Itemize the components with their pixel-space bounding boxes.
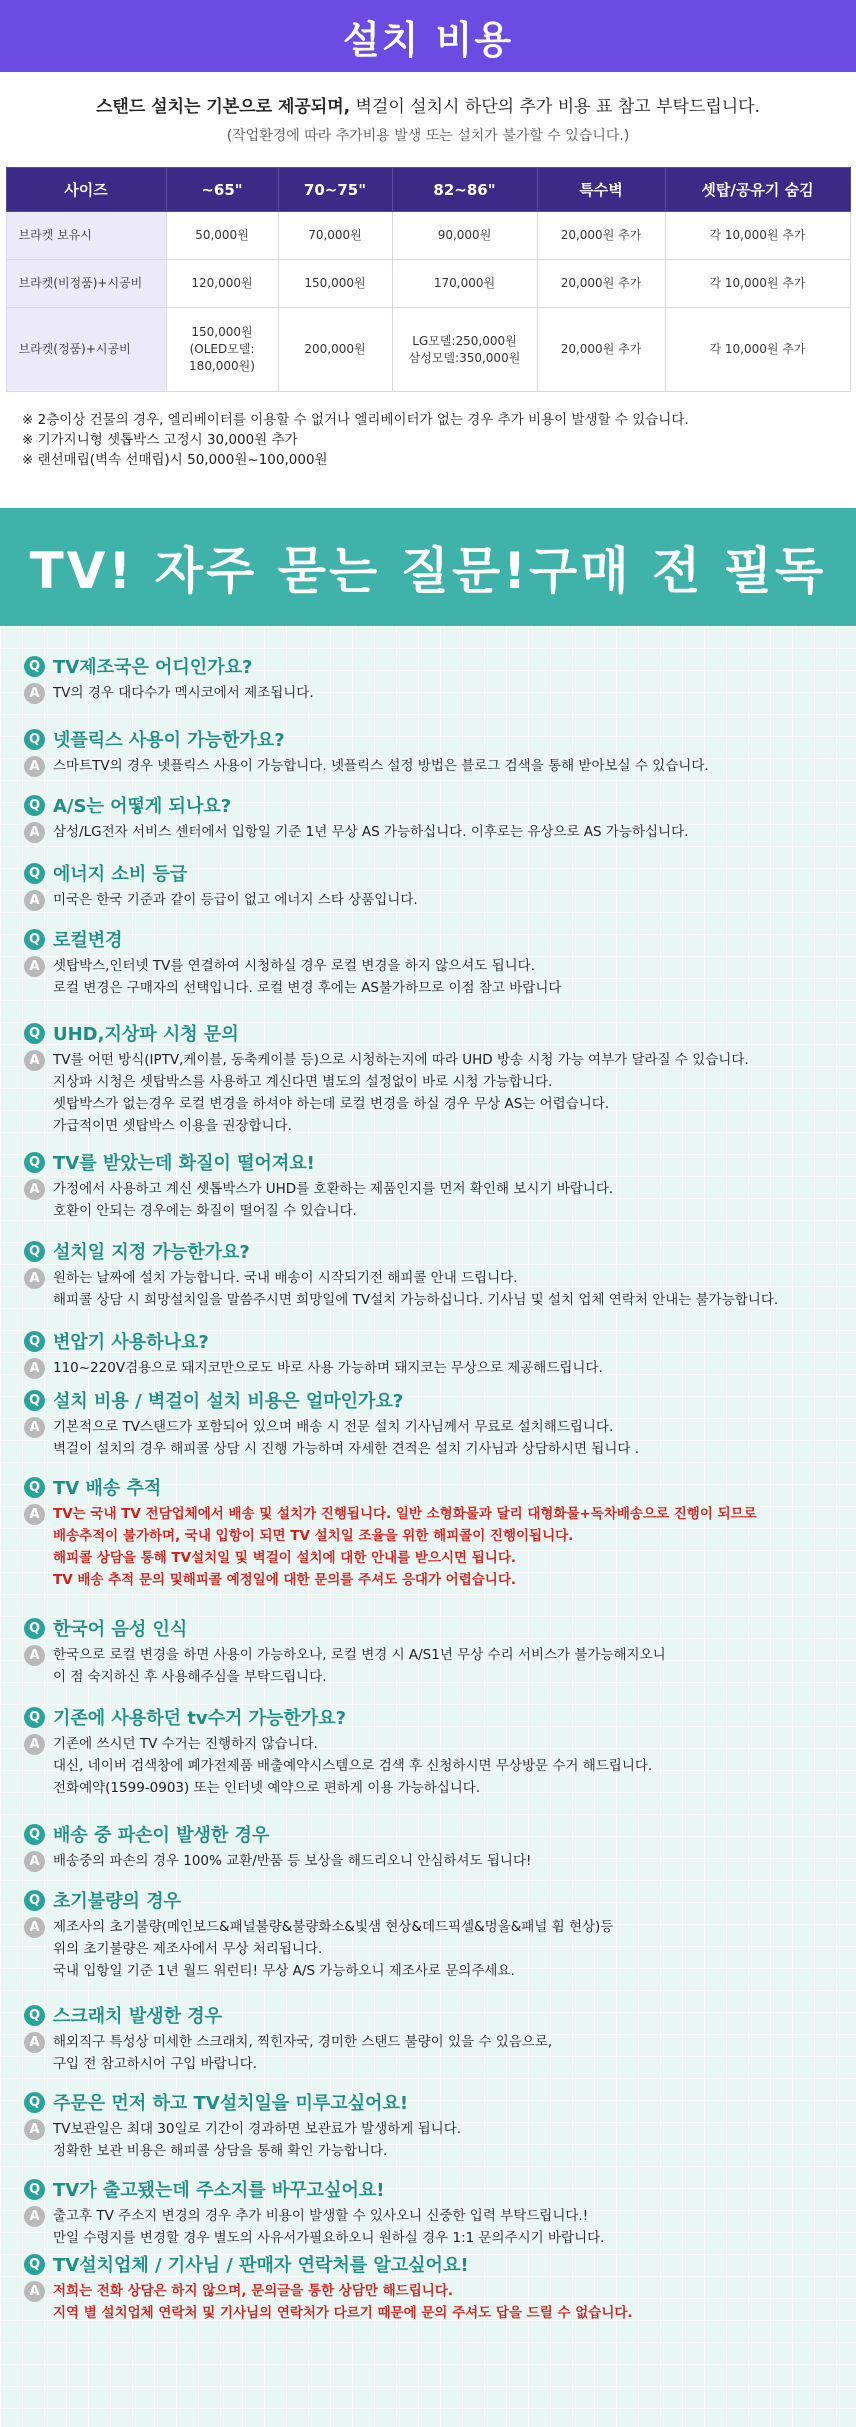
faq-answer-line: 해외직구 특성상 미세한 스크래치, 찍힌자국, 경미한 스탠드 불량이 있을 수 있음으로,: [53, 2034, 553, 2050]
faq-question: 한국어 음성 인식: [53, 1619, 188, 1640]
faq-answer-line: TV 배송 추적 문의 및해피콜 예정일에 대한 문의를 주셔도 응대가 어렵습니다.: [53, 1572, 517, 1588]
table-row-label: 브라켓(정품)+시공비: [6, 308, 166, 392]
faq-item: [24, 1887, 844, 1982]
faq-item: [24, 2176, 844, 2249]
faq-question: 설치 비용 / 벽걸이 설치 비용은 얼마인가요?: [53, 1391, 404, 1412]
faq-answer-line: 대신, 네이버 검색창에 폐가전제품 배출예약시스템으로 검색 후 신청하시면 무상방문 수거 해드립니다.: [53, 1758, 653, 1774]
faq-question-row: [24, 1149, 844, 1175]
faq-answer-line: 이 점 숙지하신 후 사용해주심을 부탁드립니다.: [53, 1669, 327, 1685]
table-header-cell: 특수벽: [537, 168, 665, 212]
question-mark-icon: Q: [24, 1152, 45, 1173]
faq-answer-line: TV는 국내 TV 전담업체에서 배송 및 설치가 진행됩니다. 일반 소형화물과 달리 대형화물+독차배송으로 진행이 되므로: [53, 1506, 757, 1522]
faq-question: 로컬변경: [53, 930, 123, 951]
faq-question-row: [24, 1615, 844, 1641]
faq-answer-line: 제조사의 초기불량(메인보드&패널불량&불량화소&빛샘 현상&데드픽셀&멍울&패널 휨 현상)등: [53, 1919, 614, 1935]
faq-answer-line: 미국은 한국 기준과 같이 등급이 없고 에너지 스타 상품입니다.: [53, 892, 418, 908]
faq-answer-line: TV의 경우 대다수가 멕시코에서 제조됩니다.: [53, 685, 314, 701]
table-cell: 70,000원: [278, 212, 392, 260]
faq-question: 기존에 사용하던 tv수거 가능한가요?: [53, 1708, 347, 1729]
faq-question-row: [24, 1821, 844, 1847]
table-cell: 150,000원: [278, 260, 392, 308]
faq-answer-line: 배송추적이 불가하며, 국내 입항이 되면 TV 설치일 조율을 위한 해피콜이 진행이됩니다.: [53, 1528, 574, 1544]
question-mark-icon: Q: [24, 1618, 45, 1639]
answer-mark-icon: A: [24, 822, 45, 843]
question-mark-icon: Q: [24, 1477, 45, 1498]
table-row: [6, 260, 850, 308]
faq-item: [24, 2002, 844, 2075]
faq-answer-line: 스마트TV의 경우 넷플릭스 사용이 가능합니다. 넷플릭스 설정 방법은 블로그 검색을 통해 받아보실 수 있습니다.: [53, 758, 709, 774]
faq-question: 에너지 소비 등급: [53, 864, 188, 885]
answer-mark-icon: A: [24, 1050, 45, 1071]
faq-answer-line: 110~220V겸용으로 돼지코만으로도 바로 사용 가능하며 돼지코는 무상으로 제공해드립니다.: [53, 1360, 603, 1376]
question-mark-icon: Q: [24, 863, 45, 884]
faq-answer: [53, 2118, 461, 2162]
faq-question-row: [24, 926, 844, 952]
question-mark-icon: Q: [24, 656, 45, 677]
faq-answer: [53, 2205, 604, 2249]
faq-item: [24, 2089, 844, 2162]
table-cell: 20,000원 추가: [537, 308, 665, 392]
table-header-cell: 사이즈: [6, 168, 166, 212]
table-header-cell: ~65": [166, 168, 278, 212]
table-cell: 각 10,000원 추가: [665, 308, 850, 392]
faq-banner: [0, 508, 856, 626]
faq-question: 초기불량의 경우: [53, 1891, 181, 1912]
faq-question: 배송 중 파손이 발생한 경우: [53, 1825, 270, 1846]
faq-item: [24, 653, 844, 704]
faq-item: [24, 726, 844, 777]
faq-item: [24, 926, 844, 999]
faq-answer: [53, 1503, 757, 1591]
table-cell: 50,000원: [166, 212, 278, 260]
faq-question-row: [24, 2176, 844, 2202]
faq-answer-row: [24, 889, 844, 911]
faq-question-row: [24, 2089, 844, 2115]
table-header-row: [6, 168, 850, 212]
faq-answer-line: 정확한 보관 비용은 해피콜 상담을 통해 확인 가능합니다.: [53, 2143, 388, 2159]
intro-line: [0, 92, 856, 117]
faq-answer-row: [24, 1178, 844, 1222]
faq-question: TV제조국은 어디인가요?: [53, 657, 253, 678]
question-mark-icon: Q: [24, 2092, 45, 2113]
faq-answer-row: [24, 1733, 844, 1799]
table-cell: 90,000원: [392, 212, 537, 260]
answer-mark-icon: A: [24, 1179, 45, 1200]
faq-answer: [53, 1644, 666, 1688]
table-cell: 150,000원 (OLED모델: 180,000원): [166, 308, 278, 392]
faq-question: 주문은 먼저 하고 TV설치일을 미루고싶어요!: [53, 2093, 409, 2114]
faq-question: A/S는 어떻게 되나요?: [53, 796, 232, 817]
faq-answer-line: 지상파 시청은 셋탑박스를 사용하고 계신다면 별도의 설정없이 바로 시청 가능합니다.: [53, 1074, 553, 1090]
answer-mark-icon: A: [24, 1268, 45, 1289]
faq-question-row: [24, 1238, 844, 1264]
faq-item: [24, 1238, 844, 1311]
note-line: ※ 기가지니형 셋톱박스 고정시 30,000원 추가: [22, 432, 298, 448]
install-cost-title: 설치 비용: [342, 17, 514, 62]
faq-answer: [53, 955, 561, 999]
faq-answer-line: 해피콜 상담을 통해 TV설치일 및 벽걸이 설치에 대한 안내를 받으시면 됩니다.: [53, 1550, 517, 1566]
faq-answer-line: 셋탑박스가 없는경우 로컬 변경을 하셔야 하는데 로컬 변경을 하실 경우 무상 AS는 어렵습니다.: [53, 1096, 610, 1112]
faq-answer-line: 기존에 쓰시던 TV 수거는 진행하지 않습니다.: [53, 1736, 318, 1752]
faq-question: TV 배송 추적: [53, 1478, 162, 1499]
answer-mark-icon: A: [24, 956, 45, 977]
faq-item: [24, 1821, 844, 1872]
table-row-label: 브라켓(비정품)+시공비: [6, 260, 166, 308]
answer-mark-icon: A: [24, 1417, 45, 1438]
table-row: [6, 212, 850, 260]
faq-answer-line: 로컬 변경은 구매자의 선택입니다. 로컬 변경 후에는 AS불가하므로 이점 참고 바랍니다: [53, 980, 562, 996]
table-cell: LG모델:250,000원 삼성모델:350,000원: [392, 308, 537, 392]
faq-answer-row: [24, 1850, 844, 1872]
table-cell: 200,000원: [278, 308, 392, 392]
table-header-cell: 82~86": [392, 168, 537, 212]
answer-mark-icon: A: [24, 1645, 45, 1666]
faq-answer-row: [24, 2205, 844, 2249]
install-cost-notes: [0, 392, 856, 470]
answer-mark-icon: A: [24, 1734, 45, 1755]
table-cell: 20,000원 추가: [537, 212, 665, 260]
faq-question-row: [24, 860, 844, 886]
faq-answer-line: 삼성/LG전자 서비스 센터에서 입항일 기준 1년 무상 AS 가능하십니다. 이후로는 유상으로 AS 가능하십니다.: [53, 824, 689, 840]
faq-question: 설치일 지정 가능한가요?: [53, 1242, 250, 1263]
faq-answer-line: 가정에서 사용하고 계신 셋톱박스가 UHD를 호환하는 제품인지를 먼저 확인해 보시기 바랍니다.: [53, 1181, 614, 1197]
faq-item: [24, 1615, 844, 1688]
faq-question-row: [24, 1387, 844, 1413]
table-cell: 170,000원: [392, 260, 537, 308]
answer-mark-icon: A: [24, 1504, 45, 1525]
faq-answer-row: [24, 1916, 844, 1982]
faq-answer-row: [24, 1049, 844, 1137]
faq-answer-line: 셋탑박스,인터넷 TV를 연결하여 시청하실 경우 로컬 변경을 하지 않으셔도 됩니다.: [53, 958, 535, 974]
question-mark-icon: Q: [24, 1890, 45, 1911]
question-mark-icon: Q: [24, 2005, 45, 2026]
faq-answer-line: 국내 입항일 기준 1년 월드 워런티! 무상 A/S 가능하오니 제조사로 문의주세요.: [53, 1963, 515, 1979]
faq-item: [24, 1387, 844, 1460]
faq-answer-row: [24, 682, 844, 704]
faq-item: [24, 1704, 844, 1799]
faq-answer: [53, 821, 688, 843]
faq-question-row: [24, 1474, 844, 1500]
faq-answer-line: TV보관일은 최대 30일로 기간이 경과하면 보관료가 발생하게 됩니다.: [53, 2121, 462, 2137]
question-mark-icon: Q: [24, 1707, 45, 1728]
faq-question: 스크래치 발생한 경우: [53, 2006, 223, 2027]
faq-question: TV를 받았는데 화질이 떨어져요!: [53, 1153, 315, 1174]
table-row: [6, 308, 850, 392]
table-row-label: 브라켓 보유시: [6, 212, 166, 260]
faq-answer-line: 기본적으로 TV스탠드가 포함되어 있으며 배송 시 전문 설치 기사님께서 무료로 설치해드립니다.: [53, 1419, 614, 1435]
faq-answer-row: [24, 1644, 844, 1688]
faq-item: [24, 1328, 844, 1379]
faq-answer-line: 해피콜 상담 시 희망설치일을 말씀주시면 희망일에 TV설치 가능하십니다. 기사님 및 설치 업체 연락처 안내는 불가능합니다.: [53, 1292, 779, 1308]
faq-answer-line: TV를 어떤 방식(IPTV,케이블, 동축케이블 등)으로 시청하는지에 따라 UHD 방송 시청 가능 여부가 달라질 수 있습니다.: [53, 1052, 749, 1068]
question-mark-icon: Q: [24, 795, 45, 816]
faq-answer: [53, 1416, 639, 1460]
question-mark-icon: Q: [24, 2254, 45, 2275]
install-cost-banner: [0, 0, 856, 72]
question-mark-icon: Q: [24, 729, 45, 750]
table-cell: 20,000원 추가: [537, 260, 665, 308]
faq-answer: [53, 1049, 749, 1137]
table-cell: 각 10,000원 추가: [665, 212, 850, 260]
faq-question: TV가 출고됐는데 주소지를 바꾸고싶어요!: [53, 2180, 385, 2201]
faq-answer-line: 호환이 안되는 경우에는 화질이 떨어질 수 있습니다.: [53, 1203, 357, 1219]
faq-answer: [53, 1850, 531, 1872]
faq-answer-line: 한국으로 로컬 변경을 하면 사용이 가능하오나, 로컬 변경 시 A/S1년 무상 수리 서비스가 불가능해지오니: [53, 1647, 666, 1663]
faq-title: TV! 자주 묻는 질문!구매 전 필독: [29, 542, 827, 600]
faq-answer-row: [24, 1503, 844, 1591]
faq-answer: [53, 1733, 652, 1799]
faq-answer-line: 원하는 날짜에 설치 가능합니다. 국내 배송이 시작되기전 해피콜 안내 드립니다.: [53, 1270, 518, 1286]
faq-answer-row: [24, 2280, 844, 2324]
answer-mark-icon: A: [24, 2032, 45, 2053]
faq-question-row: [24, 2251, 844, 2277]
note-line: ※ 2층이상 건물의 경우, 엘리베이터를 이용할 수 없거나 엘리베이터가 없는 경우 추가 비용이 발생할 수 있습니다.: [22, 412, 689, 428]
faq-question-row: [24, 1887, 844, 1913]
table-header-cell: 70~75": [278, 168, 392, 212]
faq-answer-line: 출고후 TV 주소지 변경의 경우 추가 비용이 발생할 수 있사오니 신중한 입력 부탁드립니다.!: [53, 2208, 589, 2224]
faq-answer-row: [24, 821, 844, 843]
faq-answer: [53, 682, 314, 704]
faq-answer-line: 위의 초기불량은 제조사에서 무상 처리됩니다.: [53, 1941, 323, 1957]
faq-question-row: [24, 653, 844, 679]
answer-mark-icon: A: [24, 890, 45, 911]
faq-answer-line: 구입 전 참고하시어 구입 바랍니다.: [53, 2056, 258, 2072]
faq-item: [24, 1149, 844, 1222]
question-mark-icon: Q: [24, 1390, 45, 1411]
intro-rest-text: 벽걸이 설치시 하단의 추가 비용 표 참고 부탁드립니다.: [350, 97, 761, 117]
faq-item: [24, 1474, 844, 1591]
faq-answer-row: [24, 2031, 844, 2075]
faq-item: [24, 2251, 844, 2324]
faq-question-row: [24, 1704, 844, 1730]
faq-answer: [53, 755, 709, 777]
faq-question-row: [24, 1328, 844, 1354]
note-line: ※ 랜선매립(벽속 선매립)시 50,000원~100,000원: [22, 452, 328, 468]
faq-answer: [53, 889, 418, 911]
faq-answer-row: [24, 1416, 844, 1460]
faq-item: [24, 1020, 844, 1137]
faq-question: UHD,지상파 시청 문의: [53, 1024, 239, 1045]
question-mark-icon: Q: [24, 929, 45, 950]
faq-answer-row: [24, 1267, 844, 1311]
question-mark-icon: Q: [24, 1824, 45, 1845]
install-cost-intro: [0, 72, 856, 145]
intro-subtext: (작업환경에 따라 추가비용 발생 또는 설치가 불가할 수 있습니다.): [226, 128, 630, 144]
faq-answer-row: [24, 755, 844, 777]
faq-answer: [53, 2280, 633, 2324]
table-header-cell: 셋탑/공유기 숨김: [665, 168, 850, 212]
faq-answer: [53, 1357, 603, 1379]
answer-mark-icon: A: [24, 756, 45, 777]
faq-answer-line: 벽걸이 설치의 경우 해피콜 상담 시 진행 가능하며 자세한 견적은 설치 기사님과 상담하시면 됩니다 .: [53, 1441, 640, 1457]
faq-item: [24, 792, 844, 843]
faq-answer-row: [24, 955, 844, 999]
faq-question-row: [24, 792, 844, 818]
table-cell: 각 10,000원 추가: [665, 260, 850, 308]
answer-mark-icon: A: [24, 683, 45, 704]
answer-mark-icon: A: [24, 2206, 45, 2227]
table-cell: 120,000원: [166, 260, 278, 308]
faq-item: [24, 860, 844, 911]
question-mark-icon: Q: [24, 2179, 45, 2200]
question-mark-icon: Q: [24, 1023, 45, 1044]
answer-mark-icon: A: [24, 2119, 45, 2140]
answer-mark-icon: A: [24, 2281, 45, 2302]
faq-question: 변압기 사용하나요?: [53, 1332, 209, 1353]
faq-answer-line: 가급적이면 셋탑박스 이용을 권장합니다.: [53, 1118, 292, 1134]
faq-answer-line: 지역 별 설치업체 연락처 및 기사님의 연락처가 다르기 때문에 문의 주셔도 답을 드릴 수 없습니다.: [53, 2305, 633, 2321]
intro-bold-text: 스탠드 설치는 기본으로 제공되며,: [95, 97, 351, 117]
faq-answer: [53, 1267, 778, 1311]
faq-question-row: [24, 726, 844, 752]
faq-question-row: [24, 2002, 844, 2028]
faq-answer: [53, 1916, 613, 1982]
faq-question-row: [24, 1020, 844, 1046]
faq-answer-row: [24, 1357, 844, 1379]
faq-answer-row: [24, 2118, 844, 2162]
faq-list: [0, 626, 856, 2427]
answer-mark-icon: A: [24, 1851, 45, 1872]
faq-answer-line: 저희는 전화 상담은 하지 않으며, 문의글을 통한 상담만 해드립니다.: [53, 2283, 453, 2299]
install-cost-table: [6, 167, 851, 392]
faq-question: 넷플릭스 사용이 가능한가요?: [53, 730, 285, 751]
faq-answer-line: 전화예약(1599-0903) 또는 인터넷 예약으로 편하게 이용 가능하십니다.: [53, 1780, 481, 1796]
faq-answer-line: 배송중의 파손의 경우 100% 교환/반품 등 보상을 해드리오니 안심하셔도 됩니다!: [53, 1853, 532, 1869]
answer-mark-icon: A: [24, 1358, 45, 1379]
faq-question: TV설치업체 / 기사님 / 판매자 연락처를 알고싶어요!: [53, 2255, 469, 2276]
question-mark-icon: Q: [24, 1241, 45, 1262]
question-mark-icon: Q: [24, 1331, 45, 1352]
faq-answer: [53, 2031, 552, 2075]
faq-answer-line: 만일 수령지를 변경할 경우 별도의 사유서가필요하오니 원하실 경우 1:1 문의주시기 바랍니다.: [53, 2230, 605, 2246]
answer-mark-icon: A: [24, 1917, 45, 1938]
faq-answer: [53, 1178, 613, 1222]
